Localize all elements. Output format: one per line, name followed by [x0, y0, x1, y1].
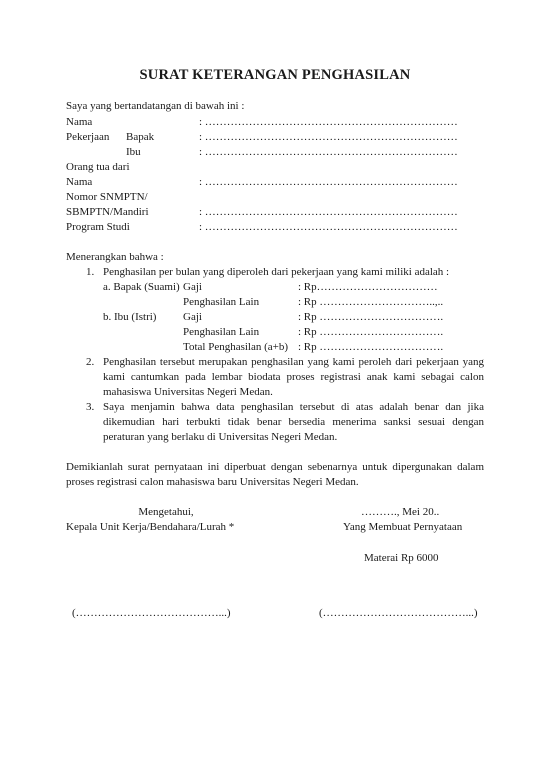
label-total-penghasilan: Total Penghasilan (a+b) [183, 341, 289, 353]
label-penghasilan-lain-bapak: Penghasilan Lain [183, 296, 260, 308]
item3-line3: peraturan yang berlaku di Universitas Negeri Medan. [103, 431, 338, 443]
label-gaji-bapak: Gaji [183, 281, 202, 293]
item3-line2: dikemudian hari terbukti tidak benar bersedia menerima sanksi sesuai dengan [103, 416, 484, 428]
materai-label: Materai Rp 6000 [364, 552, 439, 564]
field-pekerjaan-bapak: : …………………………………………………………… [199, 131, 458, 143]
label-nomor-line2: SBMPTN/Mandiri [66, 206, 149, 218]
field-pekerjaan-ibu: : …………………………………………………………… [199, 146, 458, 158]
label-ibu-istri: b. Ibu (Istri) [103, 311, 157, 323]
label-bapak: Bapak [126, 131, 155, 143]
value-total-penghasilan: : Rp ……………………………. [298, 341, 444, 353]
label-program-studi: Program Studi [66, 221, 130, 233]
field-nama: : …………………………………………………………… [199, 116, 458, 128]
label-nomor-line1: Nomor SNMPTN/ [66, 191, 148, 203]
right-sign-role: Yang Membuat Pernyataan [343, 521, 463, 533]
field-nama-anak: : …………………………………………………………… [199, 176, 458, 188]
item3-line1: Saya menjamin bahwa data penghasilan tersebut di atas adalah benar dan jika [103, 401, 484, 413]
label-bapak-suami: a. Bapak (Suami) [103, 281, 180, 293]
item2-line3: mahasiswa Universitas Negeri Medan. [103, 386, 273, 398]
item2-number: 2. [86, 356, 95, 368]
right-sign-date: ………., Mei 20.. [361, 506, 440, 518]
closing-line2: proses registrasi calon mahasiswa baru Universitas Negeri Medan. [66, 476, 359, 488]
label-pekerjaan: Pekerjaan [66, 131, 110, 143]
document-title: SURAT KETERANGAN PENGHASILAN [139, 67, 411, 83]
value-gaji-bapak: : Rp…………………………… [298, 281, 438, 293]
item1-number: 1. [86, 266, 95, 278]
label-nama-anak: Nama [66, 176, 93, 188]
left-sign-role: Kepala Unit Kerja/Bendahara/Lurah * [66, 521, 235, 533]
field-program-studi: : …………………………………………………………… [199, 221, 458, 233]
item3-number: 3. [86, 401, 95, 413]
item2-line2: kami cantumkan pada lembar biodata proses registrasi anak kami sebagai calon [103, 371, 484, 383]
field-nomor: : …………………………………………………………… [199, 206, 458, 218]
label-orang-tua-dari: Orang tua dari [66, 161, 130, 173]
label-ibu: Ibu [126, 146, 141, 158]
item2-line1: Penghasilan tersebut merupakan penghasilan yang kami peroleh dari pekerjaan yang [103, 356, 484, 368]
label-nama: Nama [66, 116, 93, 128]
left-sign-blank: (…………………………………...) [72, 607, 231, 619]
label-penghasilan-lain-ibu: Penghasilan Lain [183, 326, 260, 338]
value-penghasilan-lain-bapak: : Rp …………………………..,.. [298, 296, 444, 308]
label-gaji-ibu: Gaji [183, 311, 202, 323]
value-penghasilan-lain-ibu: : Rp ……………………………. [298, 326, 444, 338]
value-gaji-ibu: : Rp ……………………………. [298, 311, 444, 323]
item1-text: Penghasilan per bulan yang diperoleh dari pekerjaan yang kami miliki adalah : [103, 266, 450, 278]
left-sign-mengetahui: Mengetahui, [138, 506, 194, 518]
menerangkan-text: Menerangkan bahwa : [66, 251, 164, 263]
right-sign-blank: (…………………………………...) [319, 607, 478, 619]
intro-text: Saya yang bertandatangan di bawah ini : [66, 100, 245, 112]
closing-line1: Demikianlah surat pernyataan ini diperbuat dengan sebenarnya untuk dipergunakan dalam [66, 461, 484, 473]
